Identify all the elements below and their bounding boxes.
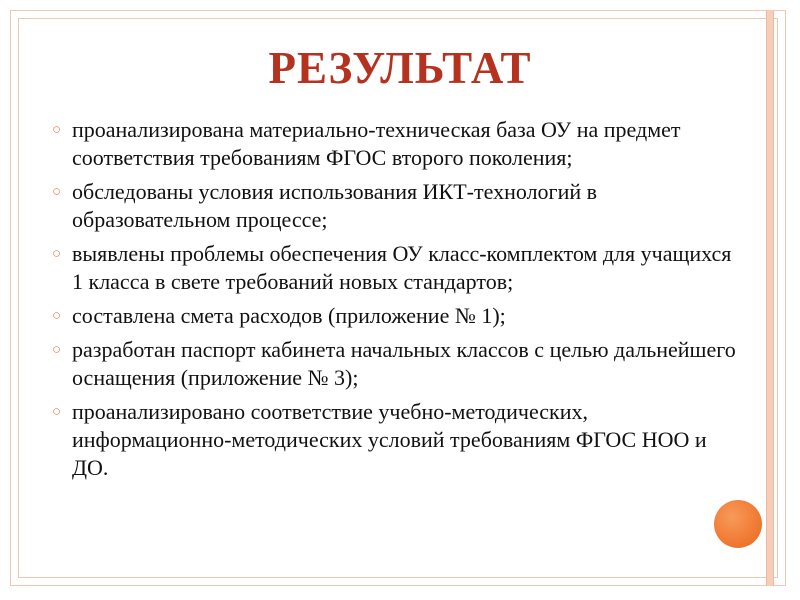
bullet-item [52, 302, 742, 330]
hollow-bullet-icon: ○ [52, 122, 62, 138]
bullet-text: проанализировано соответствие учебно-методических, информационно-методических условий требованиям ФГОС НОО и ДО. [72, 399, 707, 480]
bullet-text: обследованы условия использования ИКТ-технологий в образовательном процессе; [72, 179, 598, 232]
bullet-text: выявлены проблемы обеспечения ОУ класс-комплектом для учащихся 1 класса в свете требований новых стандартов; [72, 241, 732, 294]
bullet-item [52, 336, 742, 392]
bullet-text: проанализирована материально-техническая база ОУ на предмет соответствия требованиям ФГОС второго поколения; [72, 117, 681, 170]
bullet-text: разработан паспорт кабинета начальных классов с целью дальнейшего оснащения (приложение № 3); [72, 337, 736, 390]
bullet-item [52, 116, 742, 172]
hollow-bullet-icon: ○ [52, 184, 62, 200]
bullet-item [52, 398, 742, 482]
right-decorative-stripe [766, 10, 774, 586]
hollow-bullet-icon: ○ [52, 342, 62, 358]
hollow-bullet-icon: ○ [52, 246, 62, 262]
hollow-bullet-icon: ○ [52, 404, 62, 420]
hollow-bullet-icon: ○ [52, 308, 62, 324]
bullet-item [52, 178, 742, 234]
bullet-item [52, 240, 742, 296]
slide-title: РЕЗУЛЬТАТ [268, 43, 532, 93]
bullet-list [52, 116, 742, 488]
bullet-text: составлена смета расходов (приложение № 1); [72, 303, 506, 328]
orange-circle-decoration [714, 500, 762, 548]
